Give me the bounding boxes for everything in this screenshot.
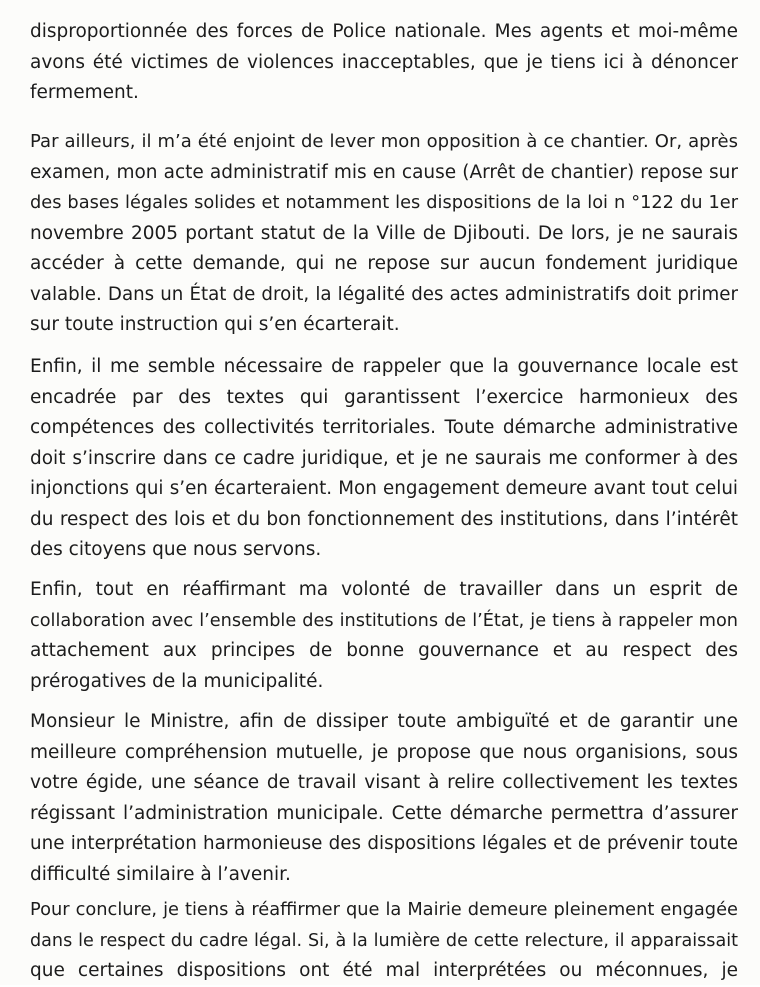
- text-line: des bases légales solides et notamment les dispositions de la loi n °122 du 1er: [30, 193, 738, 213]
- text-line: du respect des lois et du bon fonctionnement des institutions, dans l’intérêt: [30, 508, 738, 530]
- text-line: novembre 2005 portant statut de la Ville de Djibouti. De lors, je ne saurais: [30, 222, 738, 244]
- text-line: valable. Dans un État de droit, la légalité des actes administratifs doit primer: [30, 283, 738, 305]
- text-line: difficulté similaire à l’avenir.: [30, 863, 291, 885]
- paragraph-collaboration: [30, 575, 738, 697]
- text-line: Enfin, il me semble nécessaire de rappeler que la gouvernance locale est: [30, 356, 738, 377]
- paragraph-police-violence: [30, 17, 738, 109]
- text-line: encadrée par des textes qui garantissent l’exercice harmonieux des: [30, 386, 738, 408]
- text-line: Monsieur le Ministre, afin de dissiper toute ambiguïté et de garantir une: [30, 711, 738, 732]
- text-line: doit s’inscrire dans ce cadre juridique, et je ne saurais me conformer à des: [30, 447, 738, 469]
- text-line: dans le respect du cadre légal. Si, à la lumière de cette relecture, il apparaissait: [30, 930, 738, 951]
- text-line: injonctions qui s’en écarteraient. Mon engagement demeure avant tout celui: [30, 478, 738, 499]
- text-line: que certaines dispositions ont été mal interprétées ou méconnues, je: [30, 960, 738, 981]
- text-line: Par ailleurs, il m’a été enjoint de lever mon opposition à ce chantier. Or, après: [30, 131, 738, 152]
- text-line: meilleure compréhension mutuelle, je propose que nous organisions, sous: [30, 741, 738, 763]
- text-line: avons été victimes de violences inacceptables, que je tiens ici à dénoncer: [30, 51, 738, 73]
- text-line: régissant l’administration municipale. Cette démarche permettra d’assurer: [30, 802, 738, 824]
- paragraph-proposal: [30, 707, 738, 890]
- paragraph-legal-basis: [30, 127, 738, 341]
- text-line: attachement aux principes de bonne gouvernance et au respect des: [30, 640, 738, 661]
- text-line: compétences des collectivités territoriales. Toute démarche administrative: [30, 417, 738, 438]
- text-line: des citoyens que nous servons.: [30, 539, 322, 560]
- text-line: disproportionnée des forces de Police nationale. Mes agents et moi-même: [30, 21, 738, 42]
- text-line: prérogatives de la municipalité.: [30, 670, 324, 692]
- paragraph-conclusion: [30, 895, 738, 987]
- text-line: sur toute instruction qui s’en écarterait.: [30, 314, 400, 335]
- text-line: Pour conclure, je tiens à réaffirmer que la Mairie demeure pleinement engagée: [30, 899, 738, 920]
- text-line: votre égide, une séance de travail visant à relire collectivement les textes: [30, 772, 738, 793]
- text-line: accéder à cette demande, qui ne repose sur aucun fondement juridique: [30, 253, 738, 274]
- text-line: Enfin, tout en réaffirmant ma volonté de travailler dans un esprit de: [30, 579, 738, 600]
- text-line: collaboration avec l’ensemble des institutions de l’État, je tiens à rappeler mon: [30, 610, 738, 631]
- paragraph-local-governance: [30, 352, 738, 566]
- text-line: fermement.: [30, 82, 139, 103]
- text-line: une interprétation harmonieuse des dispositions légales et de prévenir toute: [30, 833, 738, 854]
- text-line: examen, mon acte administratif mis en cause (Arrêt de chantier) repose sur: [30, 161, 738, 183]
